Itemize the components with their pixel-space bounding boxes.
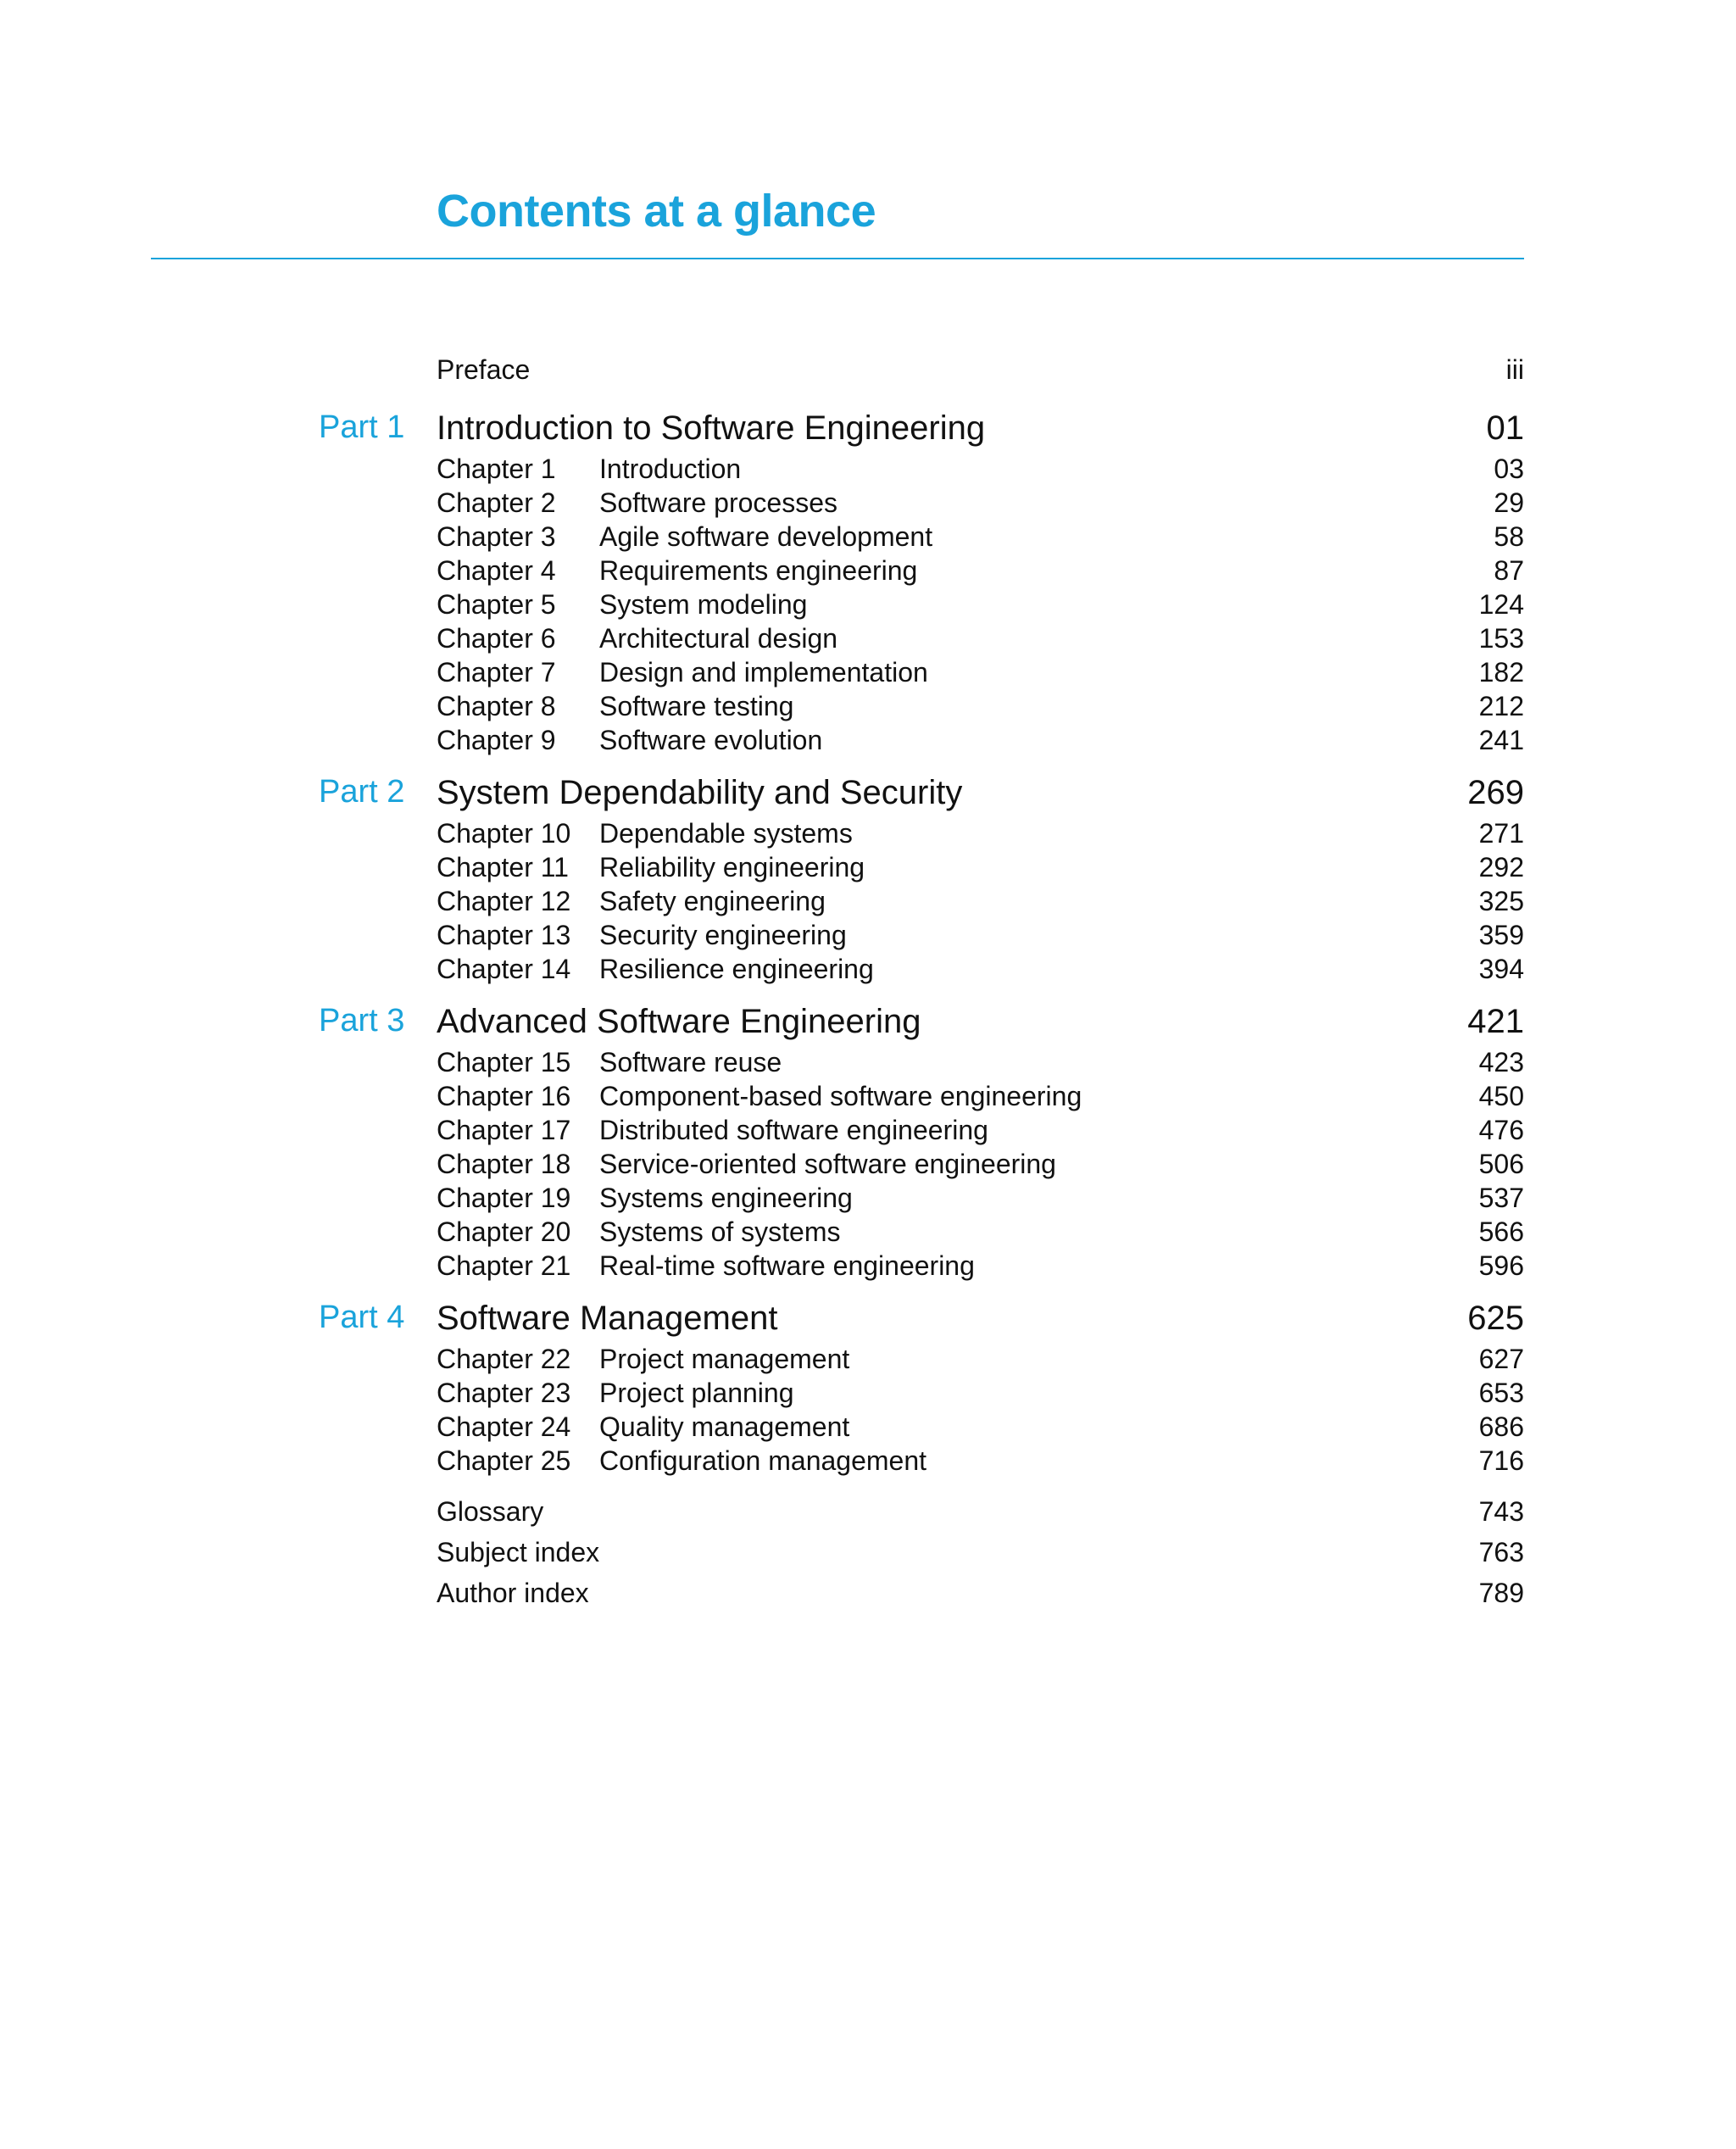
title-divider <box>151 258 1524 259</box>
page-number: 01 <box>1486 409 1524 447</box>
page-number: 153 <box>1478 623 1524 654</box>
chapter-title: Architectural design <box>599 623 838 654</box>
page-title: Contents at a glance <box>437 186 876 237</box>
page-number: 359 <box>1478 920 1524 950</box>
page-number: 476 <box>1478 1115 1524 1145</box>
chapter-number: Chapter 3 <box>437 521 556 552</box>
chapter-title: Project planning <box>599 1378 794 1408</box>
chapter-title: Introduction <box>599 454 742 484</box>
chapter-number: Chapter 12 <box>437 886 571 916</box>
part-number: Part 1 <box>319 409 405 445</box>
chapter-number: Chapter 6 <box>437 623 556 654</box>
chapter-title: Dependable systems <box>599 818 853 849</box>
chapter-number: Chapter 15 <box>437 1047 571 1077</box>
chapter-title: Project management <box>599 1344 850 1374</box>
chapter-number: Chapter 16 <box>437 1081 571 1111</box>
chapter-number: Chapter 10 <box>437 818 571 849</box>
page-number: 653 <box>1478 1378 1524 1408</box>
chapter-title: Real-time software engineering <box>599 1250 975 1281</box>
part-title: System Dependability and Security <box>437 774 963 811</box>
page-number: 87 <box>1494 555 1524 586</box>
chapter-number: Chapter 8 <box>437 691 556 721</box>
chapter-number: Chapter 2 <box>437 487 556 518</box>
part-title: Advanced Software Engineering <box>437 1003 921 1040</box>
chapter-title: Reliability engineering <box>599 852 865 882</box>
page-number: 271 <box>1478 818 1524 849</box>
page-number: 03 <box>1494 454 1524 484</box>
page-number: 686 <box>1478 1411 1524 1442</box>
page-number: 450 <box>1478 1081 1524 1111</box>
chapter-number: Chapter 21 <box>437 1250 571 1281</box>
chapter-title: Software evolution <box>599 725 823 755</box>
chapter-title: Systems of systems <box>599 1216 841 1247</box>
chapter-title: Systems engineering <box>599 1183 853 1213</box>
chapter-number: Chapter 14 <box>437 954 571 984</box>
chapter-title: System modeling <box>599 589 808 620</box>
part-number: Part 4 <box>319 1300 405 1335</box>
chapter-title: Distributed software engineering <box>599 1115 988 1145</box>
chapter-number: Chapter 23 <box>437 1378 571 1408</box>
chapter-title: Design and implementation <box>599 657 928 688</box>
part-number: Part 2 <box>319 774 405 810</box>
entry-title: Subject index <box>437 1537 600 1567</box>
page-number: 58 <box>1494 521 1524 552</box>
page-number: 506 <box>1478 1149 1524 1179</box>
chapter-title: Software processes <box>599 487 838 518</box>
chapter-title: Requirements engineering <box>599 555 918 586</box>
chapter-number: Chapter 5 <box>437 589 556 620</box>
page-number: 743 <box>1478 1496 1524 1527</box>
chapter-number: Chapter 4 <box>437 555 556 586</box>
chapter-title: Component-based software engineering <box>599 1081 1082 1111</box>
page-number: 537 <box>1478 1183 1524 1213</box>
page-number: 423 <box>1478 1047 1524 1077</box>
chapter-number: Chapter 18 <box>437 1149 571 1179</box>
chapter-number: Chapter 19 <box>437 1183 571 1213</box>
page-number: 325 <box>1478 886 1524 916</box>
chapter-title: Software reuse <box>599 1047 782 1077</box>
chapter-title: Software testing <box>599 691 794 721</box>
chapter-number: Chapter 20 <box>437 1216 571 1247</box>
chapter-title: Resilience engineering <box>599 954 874 984</box>
page-number: iii <box>1505 354 1524 385</box>
page-number: 421 <box>1467 1003 1524 1040</box>
part-title: Software Management <box>437 1300 778 1337</box>
entry-title: Author index <box>437 1578 589 1608</box>
part-title: Introduction to Software Engineering <box>437 409 986 447</box>
chapter-number: Chapter 7 <box>437 657 556 688</box>
chapter-title: Security engineering <box>599 920 847 950</box>
chapter-title: Configuration management <box>599 1445 927 1476</box>
page-number: 182 <box>1478 657 1524 688</box>
page-number: 212 <box>1478 691 1524 721</box>
page-number: 763 <box>1478 1537 1524 1567</box>
chapter-number: Chapter 25 <box>437 1445 571 1476</box>
page-number: 789 <box>1478 1578 1524 1608</box>
chapter-number: Chapter 1 <box>437 454 556 484</box>
chapter-number: Chapter 9 <box>437 725 556 755</box>
page-number: 241 <box>1478 725 1524 755</box>
page-number: 627 <box>1478 1344 1524 1374</box>
part-number: Part 3 <box>319 1003 405 1038</box>
page-number: 292 <box>1478 852 1524 882</box>
chapter-number: Chapter 11 <box>437 852 569 882</box>
chapter-title: Agile software development <box>599 521 933 552</box>
page-number: 269 <box>1467 774 1524 811</box>
page-number: 625 <box>1467 1300 1524 1337</box>
entry-title: Glossary <box>437 1496 544 1527</box>
chapter-title: Quality management <box>599 1411 850 1442</box>
chapter-number: Chapter 24 <box>437 1411 571 1442</box>
page-number: 596 <box>1478 1250 1524 1281</box>
page-number: 716 <box>1478 1445 1524 1476</box>
chapter-number: Chapter 22 <box>437 1344 571 1374</box>
page-number: 394 <box>1478 954 1524 984</box>
entry-title: Preface <box>437 354 531 385</box>
page-number: 124 <box>1478 589 1524 620</box>
chapter-number: Chapter 17 <box>437 1115 571 1145</box>
chapter-number: Chapter 13 <box>437 920 571 950</box>
page-number: 566 <box>1478 1216 1524 1247</box>
page-number: 29 <box>1494 487 1524 518</box>
chapter-title: Service-oriented software engineering <box>599 1149 1056 1179</box>
chapter-title: Safety engineering <box>599 886 826 916</box>
